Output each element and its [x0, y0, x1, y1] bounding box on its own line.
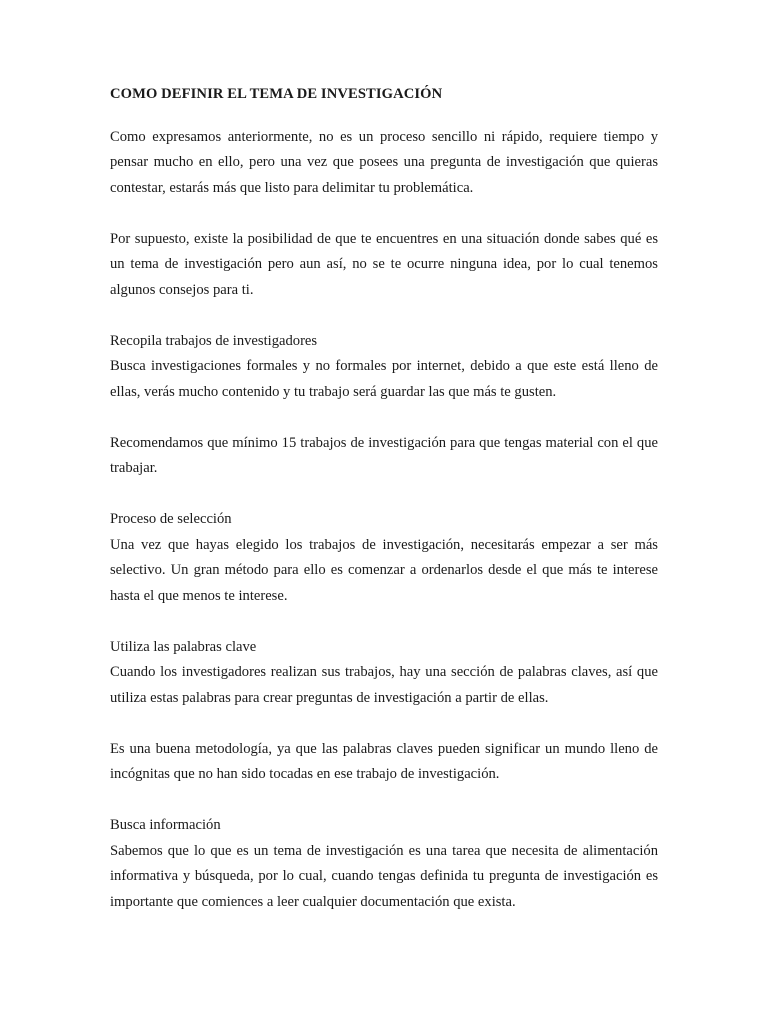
section-paragraph: Es una buena metodología, ya que las palabras claves pueden significar un mundo lleno de incógnitas que no han sido tocadas en ese trabajo de investigación. — [110, 740, 658, 782]
section-heading: Proceso de selección — [110, 511, 232, 527]
intro-paragraph-1: Como expresamos anteriormente, no es un proceso sencillo ni rápido, requiere tiempo y pensar mucho en ello, pero una vez que posees una pregunta de investigación que quieras contestar, estarás más que listo para delimitar tu problemática. — [110, 128, 658, 196]
section-seleccion — [110, 507, 658, 609]
section-heading: Utiliza las palabras clave — [110, 638, 257, 655]
section-busca-informacion — [110, 813, 658, 915]
section-paragraph: Una vez que hayas elegido los trabajos de investigación, necesitarás empezar a ser más selectivo. Un gran método para ello es comenzar a ordenarlos desde el que más te interese hasta el que menos te interese. — [110, 536, 658, 604]
document-page — [110, 82, 658, 941]
section-heading: Busca información — [110, 817, 221, 833]
section-recopila — [110, 329, 658, 482]
section-paragraph: Recomendamos que mínimo 15 trabajos de investigación para que tengas material con el que trabajar. — [110, 434, 658, 476]
document-title: COMO DEFINIR EL TEMA DE INVESTIGACIÓN — [110, 86, 443, 102]
intro-paragraph-2: Por supuesto, existe la posibilidad de que te encuentres en una situación donde sabes qué es un tema de investigación pero aun así, no se te ocurre ninguna idea, por lo cual tenemos algunos consejos para ti. — [110, 230, 658, 298]
section-paragraph: Busca investigaciones formales y no formales por internet, debido a que este está lleno de ellas, verás mucho contenido y tu trabajo será guardar las que más te gusten. — [110, 358, 658, 400]
section-paragraph: Sabemos que lo que es un tema de investigación es una tarea que necesita de alimentación informativa y búsqueda, por lo cual, cuando tengas definida tu pregunta de investigación es importante que comiences a leer cualquier documentación que exista. — [110, 842, 658, 910]
section-paragraph: Cuando los investigadores realizan sus trabajos, hay una sección de palabras claves, así que utiliza estas palabras para crear preguntas de investigación a partir de ellas. — [110, 664, 658, 706]
section-heading: Recopila trabajos de investigadores — [110, 332, 318, 349]
section-palabras-clave — [110, 635, 658, 788]
